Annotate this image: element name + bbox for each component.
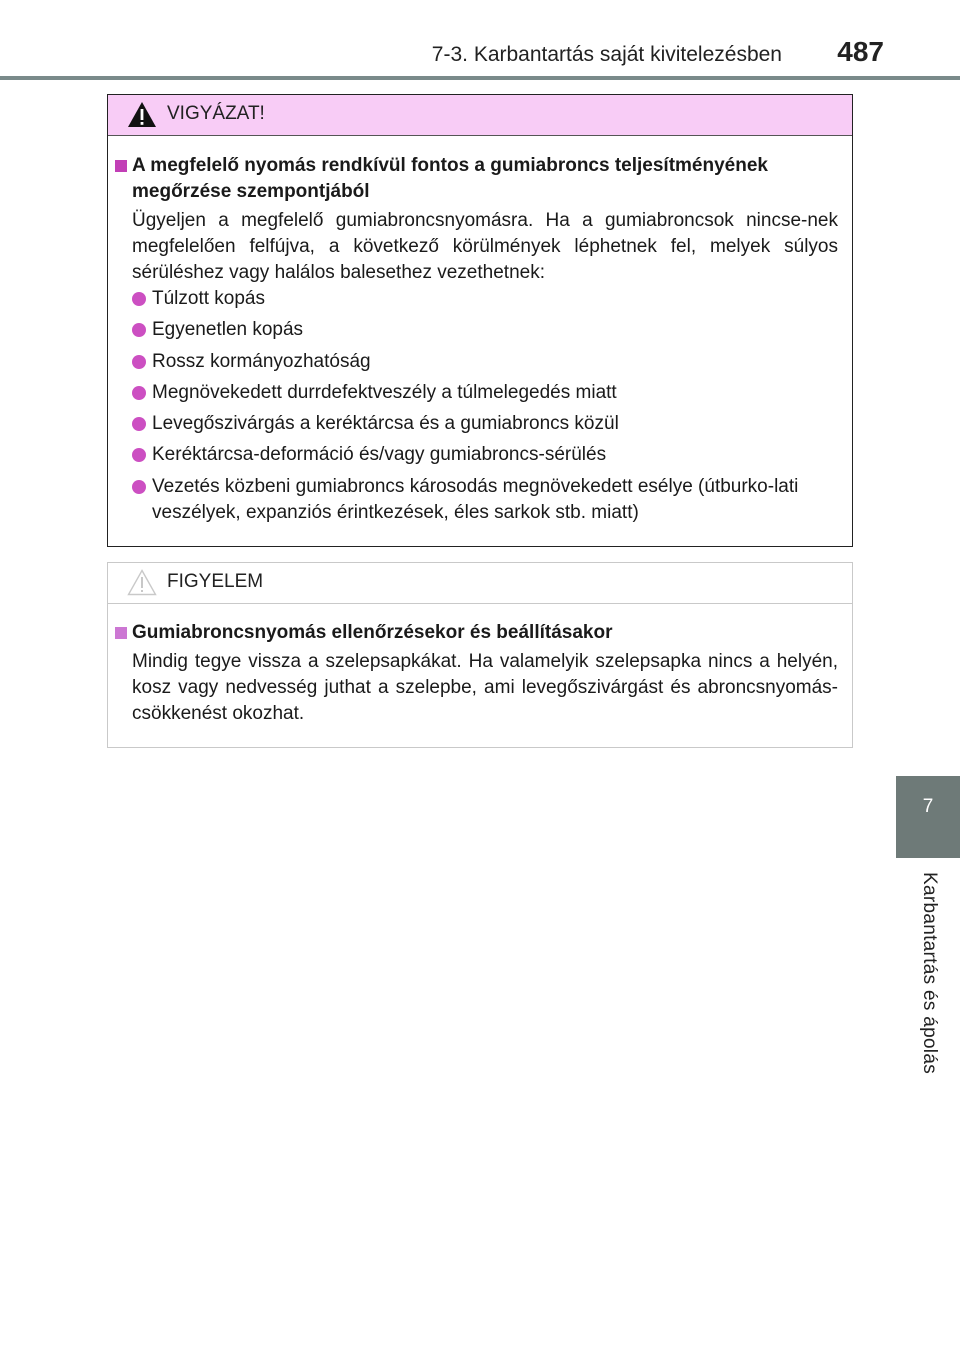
chapter-tab [896, 776, 960, 858]
bullet-dot-icon [132, 386, 146, 400]
list-item: Levegőszivárgás a keréktárcsa és a gumiabroncs közül [132, 411, 844, 437]
bullet-dot-icon [132, 448, 146, 462]
warning-box-title: VIGYÁZAT! [167, 103, 265, 124]
page-header [0, 0, 960, 80]
list-item: Egyenetlen kopás [132, 317, 844, 343]
warning-intro: Ügyeljen a megfelelő gumiabroncsnyomásra. Ha a gumiabroncsok nincse-nek megfelelően felfújva, a következő körülmények léphetnek fel, melyek súlyos sérüléshez vagy halálos balesethez vezethetnek: [132, 210, 838, 283]
warning-triangle-icon [127, 101, 157, 133]
list-item: Vezetés közbeni gumiabroncs károsodás megnövekedett esélye (útburko-lati veszélyek, expanziós érintkezések, éles sarkok stb. miatt) [132, 474, 844, 526]
caution-body: Mindig tegye vissza a szelepsapkákat. Ha valamelyik szelepsapka nincs a helyén, kosz vagy nedvesség juthat a szelepbe, ami levegőszivárgást és abroncsnyomás-csökkenést okozhat. [132, 651, 838, 724]
bullet-dot-icon [132, 417, 146, 431]
header-rule [0, 76, 960, 80]
bullet-dot-icon [132, 355, 146, 369]
bullet-dot-icon [132, 480, 146, 494]
list-item: Rossz kormányozhatóság [132, 349, 844, 375]
warning-section-heading [132, 153, 844, 205]
warning-bullet-list [132, 286, 844, 531]
list-item: Túlzott kopás [132, 286, 844, 312]
caution-box [107, 562, 853, 748]
square-bullet-icon [115, 627, 127, 639]
list-item: Keréktárcsa-deformáció és/vagy gumiabroncs-sérülés [132, 442, 844, 468]
warning-section-title: A megfelelő nyomás rendkívül fontos a gumiabroncs teljesítményének megőrzése szempontjából [132, 155, 768, 202]
page-number: 487 [837, 36, 884, 67]
bullet-dot-icon [132, 323, 146, 337]
caution-triangle-outline-icon [127, 569, 157, 601]
bullet-dot-icon [132, 292, 146, 306]
caution-section-title: Gumiabroncsnyomás ellenőrzésekor és beállításakor [132, 622, 613, 643]
caution-box-header [108, 563, 852, 604]
caution-section-heading [132, 620, 844, 646]
warning-box [107, 94, 853, 547]
header-section-title: 7-3. Karbantartás saját kivitelezésben [431, 43, 782, 66]
square-bullet-icon [115, 160, 127, 172]
caution-box-title: FIGYELEM [167, 571, 264, 592]
chapter-number: 7 [922, 796, 934, 817]
chapter-label: Karbantartás és ápolás [919, 872, 940, 1074]
warning-box-header [108, 95, 852, 136]
list-item: Megnövekedett durrdefektveszély a túlmelegedés miatt [132, 380, 844, 406]
